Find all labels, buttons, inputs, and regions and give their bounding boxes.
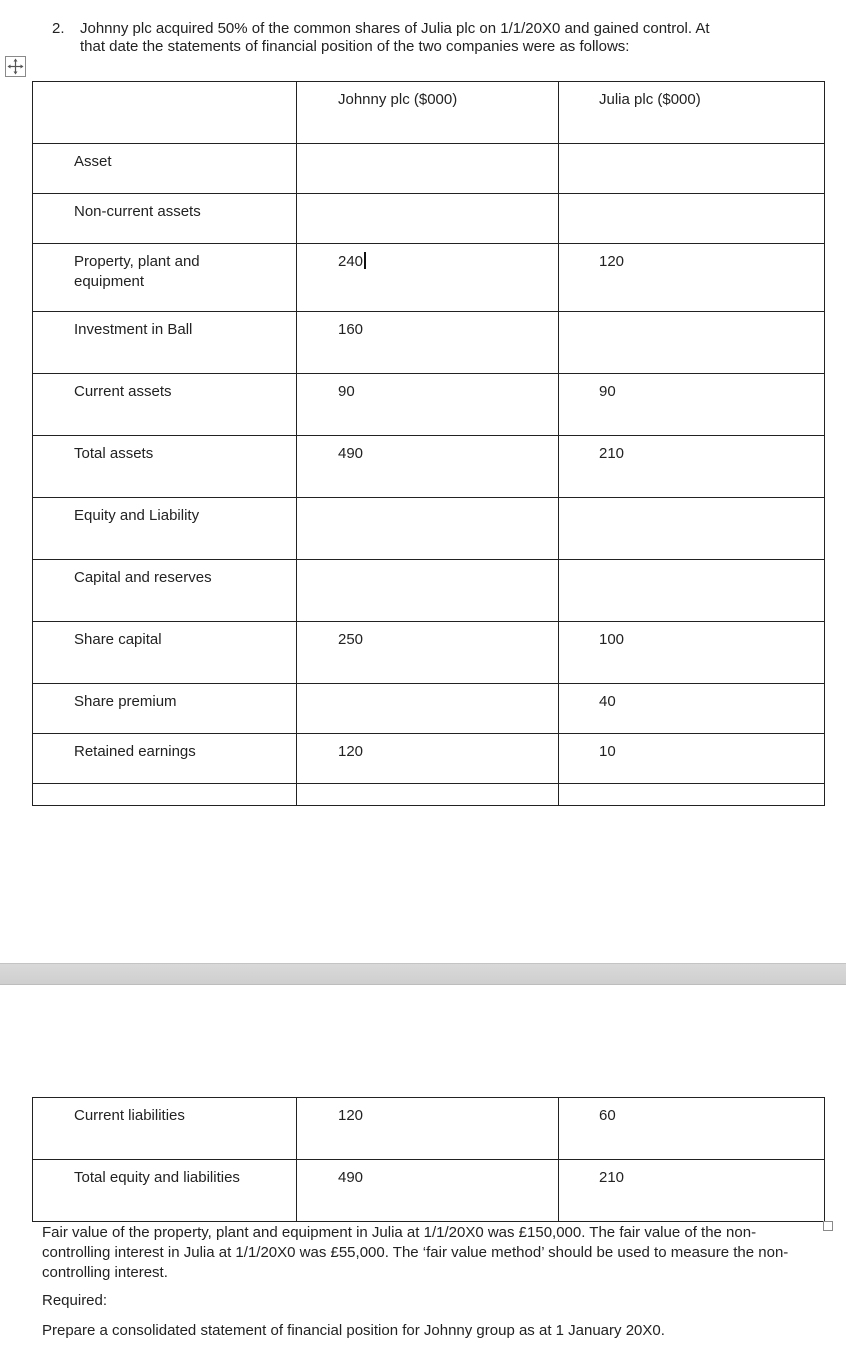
- julia-value: 210: [599, 445, 625, 462]
- table-row: [33, 194, 825, 244]
- julia-value: [559, 144, 824, 152]
- table-cell[interactable]: [559, 374, 825, 436]
- task-paragraph: Prepare a consolidated statement of financial position for Johnny group as at 1 January 20X0.: [42, 1322, 665, 1339]
- johnny-value: [297, 194, 558, 202]
- table-cell[interactable]: [297, 498, 559, 560]
- table-cell[interactable]: [297, 82, 559, 144]
- row-label: Retained earnings: [74, 743, 196, 760]
- julia-value: [559, 194, 824, 202]
- table-cell[interactable]: [559, 734, 825, 784]
- financial-position-table: [32, 81, 825, 806]
- julia-value: 10: [599, 743, 616, 760]
- table-cell[interactable]: [297, 436, 559, 498]
- row-label: Asset: [74, 153, 112, 170]
- julia-value: [559, 560, 824, 568]
- table-row: [33, 244, 825, 312]
- required-label: Required:: [42, 1292, 108, 1309]
- julia-value: 60: [599, 1107, 616, 1124]
- table-cell[interactable]: [297, 144, 559, 194]
- table-row: [33, 312, 825, 374]
- row-label: Current liabilities: [74, 1107, 185, 1124]
- table-row: [33, 374, 825, 436]
- question-text-block: [52, 20, 732, 56]
- table-row: [33, 144, 825, 194]
- table-cell[interactable]: [297, 684, 559, 734]
- table-row: [33, 684, 825, 734]
- julia-value: 90: [599, 383, 616, 400]
- table-cell[interactable]: [297, 244, 559, 312]
- row-label: Current assets: [74, 383, 172, 400]
- table-cell[interactable]: [33, 436, 297, 498]
- table-cell[interactable]: [559, 498, 825, 560]
- table-row: [33, 622, 825, 684]
- table-cell[interactable]: [559, 784, 825, 806]
- table-cell[interactable]: [559, 560, 825, 622]
- table-cell[interactable]: [33, 1098, 297, 1160]
- table-cell[interactable]: [297, 784, 559, 806]
- question-number: 2.: [52, 20, 65, 37]
- johnny-value: [297, 498, 558, 506]
- table-cell[interactable]: [33, 734, 297, 784]
- table-cell[interactable]: [33, 374, 297, 436]
- johnny-value: 120: [338, 743, 364, 760]
- julia-value: 40: [599, 693, 616, 710]
- text-cursor: [364, 252, 366, 269]
- table-cell[interactable]: [297, 374, 559, 436]
- table-cell[interactable]: [33, 194, 297, 244]
- table-cell[interactable]: [33, 1160, 297, 1222]
- table-cell[interactable]: [559, 622, 825, 684]
- table-cell[interactable]: [33, 784, 297, 806]
- table-row: [33, 560, 825, 622]
- julia-value: 100: [599, 631, 625, 648]
- table-cell[interactable]: [33, 144, 297, 194]
- header-johnny: Johnny plc ($000): [338, 91, 458, 108]
- julia-value: 210: [599, 1169, 625, 1186]
- table-cell[interactable]: [297, 560, 559, 622]
- table-row: [33, 1160, 825, 1222]
- table-cell[interactable]: [33, 82, 297, 144]
- julia-value: [559, 498, 824, 506]
- table-cell[interactable]: [297, 1160, 559, 1222]
- question-text: Johnny plc acquired 50% of the common shares of Julia plc on 1/1/20X0 and gained control. At that date the statements of financial position of the two companies were as follows:: [80, 20, 710, 55]
- table-cell[interactable]: [559, 436, 825, 498]
- table-cell[interactable]: [33, 560, 297, 622]
- row-label: Total equity and liabilities: [74, 1169, 240, 1186]
- row-label: Investment in Ball: [74, 321, 193, 338]
- johnny-value: [297, 684, 558, 692]
- table-cell[interactable]: [559, 312, 825, 374]
- table-header-row: [33, 82, 825, 144]
- johnny-value: 490: [338, 1169, 364, 1186]
- row-label: Share premium: [74, 693, 177, 710]
- johnny-value: 240: [338, 253, 364, 270]
- table-row: [33, 498, 825, 560]
- table-row: [33, 1098, 825, 1160]
- row-label: Capital and reserves: [74, 569, 212, 586]
- table-cell[interactable]: [33, 498, 297, 560]
- table-cell[interactable]: [33, 684, 297, 734]
- row-label: Equity and Liability: [74, 507, 200, 524]
- table-cell[interactable]: [297, 312, 559, 374]
- table-cell[interactable]: [297, 1098, 559, 1160]
- table-move-handle-icon[interactable]: [5, 56, 26, 77]
- table-cell[interactable]: [559, 1160, 825, 1222]
- financial-position-table-continued: [32, 1097, 825, 1222]
- johnny-value: 90: [338, 383, 355, 400]
- table-row-empty: [33, 784, 825, 806]
- row-label: Non-current assets: [74, 203, 201, 220]
- table-cell[interactable]: [297, 194, 559, 244]
- table-cell[interactable]: [559, 1098, 825, 1160]
- julia-value: [559, 312, 824, 320]
- row-label: Total assets: [74, 445, 154, 462]
- table-cell[interactable]: [33, 312, 297, 374]
- johnny-value: 160: [338, 321, 364, 338]
- table-row: [33, 436, 825, 498]
- johnny-value: [297, 560, 558, 568]
- fair-value-paragraph: Fair value of the property, plant and equipment in Julia at 1/1/20X0 was £150,000. The fair value of the non-controlling interest in Julia at 1/1/20X0 was £55,000. The ‘fair value method’ should be used to measure the non-controlling interest.: [42, 1224, 789, 1281]
- johnny-value: 490: [338, 445, 364, 462]
- table-cell[interactable]: [33, 244, 297, 312]
- johnny-value: 120: [338, 1107, 364, 1124]
- table-cell[interactable]: [559, 684, 825, 734]
- table-cell[interactable]: [297, 734, 559, 784]
- table-cell[interactable]: [33, 622, 297, 684]
- row-label: Share capital: [74, 631, 162, 648]
- page-break-separator: [0, 963, 846, 985]
- row-label: Property, plant and equipment: [74, 253, 200, 290]
- johnny-value: [297, 144, 558, 152]
- table-cell[interactable]: [559, 244, 825, 312]
- table-cell[interactable]: [559, 144, 825, 194]
- table-cell[interactable]: [297, 622, 559, 684]
- johnny-value: 250: [338, 631, 364, 648]
- table-cell[interactable]: [559, 82, 825, 144]
- table-row: [33, 734, 825, 784]
- table-cell[interactable]: [559, 194, 825, 244]
- julia-value: 120: [599, 253, 625, 270]
- header-julia: Julia plc ($000): [599, 91, 701, 108]
- table-resize-handle-icon[interactable]: [823, 1221, 833, 1231]
